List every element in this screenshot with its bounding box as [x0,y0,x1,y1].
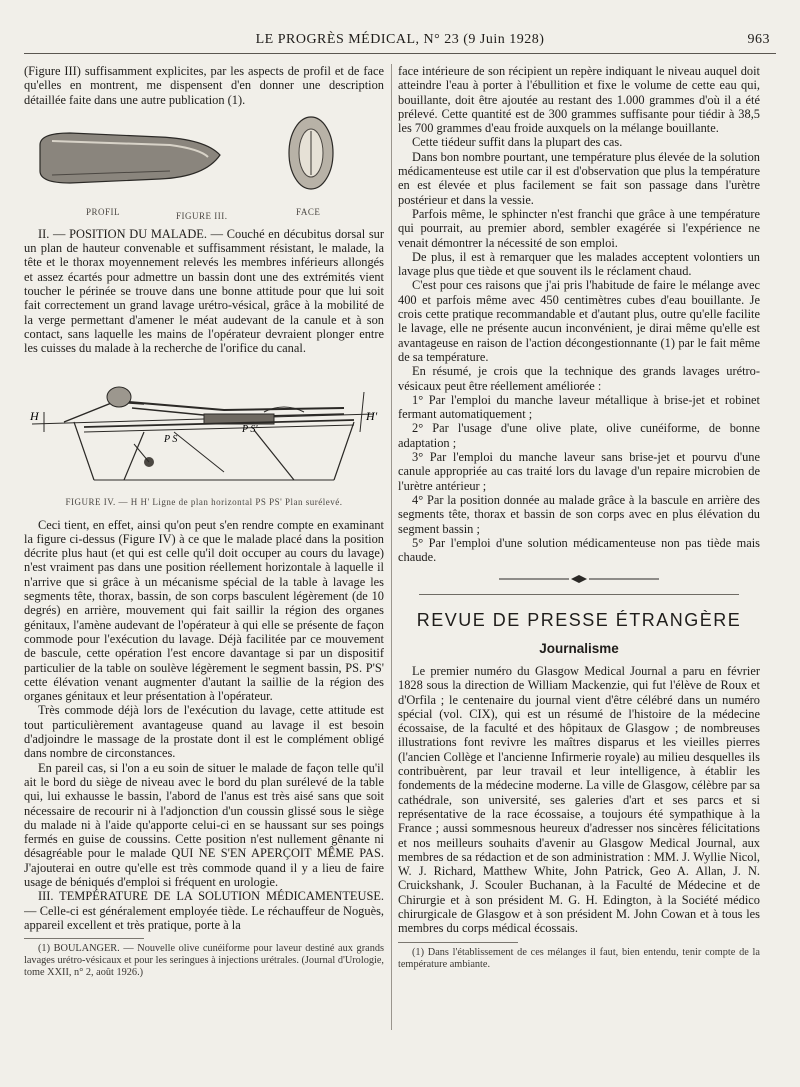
section-title: REVUE DE PRESSE ÉTRANGÈRE [416,610,742,631]
page-number: 963 [747,32,770,47]
patient-table-illustration [24,362,384,490]
left-column [24,64,384,1073]
summary-paragraph: En résumé, je crois que la technique des grands lavages urétro-vésicaux peut être réellement améliorée : [398,364,760,393]
label-h-prime: H' [366,408,378,423]
label-ps: P S [164,433,178,445]
footnote-right: (1) Dans l'établissement de ces mélanges il faut, bien entendu, tenir compte de la température ambiante. [398,946,760,970]
subsection-title: Journalisme [539,640,619,656]
summary-item-4: 4° Par la position donnée au malade grâce à la bascule en arrière des segments tête, thorax et bassin de son corps avec en plus élévation du segment bassin ; [398,492,760,536]
column-divider [391,64,392,1030]
running-header [24,30,776,54]
right-column [398,64,760,1073]
face-label: FACE [296,206,321,217]
olive-face-illustration [276,113,346,203]
attitude-paragraph: Très commode déjà lors de l'exécution du lavage, cette attitude est tout particulièrement avantageuse quand au lavage il est besoin d'adjoindre le massage de la prostate dont il est le complément obligé dans nombre de circonstances. [24,703,384,761]
position-paragraph: II. — POSITION DU MALADE. — Couché en décubitus dorsal sur un plan de hauteur convenable et suffisamment résistant, le malade, la tête et le thorax moyennement relevés les membres inférieurs allongés et assez écartés pour admettre un bassin dont une des extrémités vient toucher le périnée se trouve dans une bonne attitude pour que lui soit fait correctement un grand lavage urétro-vésical, grâce à la mobilité de la verge permettant d'amener le méat audevant de la canule et à son contact, sans laquelle les mains de l'opérateur devraient plonger entre les cuisses du malade à la recherche de l'orifice du canal. [24,226,384,356]
section-ornament [398,574,760,584]
summary-item-5: 5° Par l'emploi d'une solution médicamenteuse non pas tiède mais chaude. [398,535,760,565]
figure-iii-caption: FIGURE III. [176,210,228,221]
intro-paragraph: (Figure III) suffisamment explicites, par les aspects de profil et de face qu'elles en montrent, me dispensent d'en donner une description détaillée faite dans une autre publication (1). [24,64,384,107]
ornament-rule-icon [499,574,659,584]
section-rule [419,594,739,595]
summary-item-1: 1° Par l'emploi du manche laveur métallique à brise-jet et robinet fermant automatiquement ; [398,392,760,422]
journal-title: LE PROGRÈS MÉDICAL, N° 23 (9 Juin 1928) [255,32,545,47]
heater-paragraph: face intérieure de son récipient un repère indiquant le niveau auquel doit atteindre l'eau à porter à l'ébullition et fixe le volume de cette eau qui, bouillante, doit être ajoutée au restant des 1.000 grammes d'où il a été prélevé. Cette quantité est de 300 grammes suffisante pour tiédir à 38,5 les 700 grammes d'eau froide auxquels on la mélange bouillante. [398,64,760,136]
footnote-left: (1) BOULANGER. — Nouvelle olive cunéiforme pour laveur destiné aux grands lavages urétro-vésicaux et pour les seringues à injections urétrales. (Journal d'Urologie, tome XXII, n° 2, août 1926.) [24,943,384,979]
mixture-paragraph: C'est pour ces raisons que j'ai pris l'habitude de faire le mélange avec 400 et parfois même avec 450 centimètres cubes d'eau bouillante. Je crois cette pratique recommandable et d'autant plus, outre qu'elle facilite le lavage, elle ne présente aucun inconvénient, je dirai même qu'elle est avantageuse en raison de l'action décongestionnante (1) par le fait même de sa température. [398,278,760,364]
footnote-rule [24,938,144,939]
higher-temp-paragraph: Dans bon nombre pourtant, une température plus élevée de la solution médicamenteuse est utile car il est d'observation que plus la température en est élevée et plus facilement se fait son passage dans l'urètre postérieur et dans la vessie. [398,149,760,207]
sphincter-paragraph: Parfois même, le sphincter n'est franchi que grâce à une température qui pourrait, au premier abord, sembler exagérée si l'expérience ne venait démontrer la nécessité de son emploi. [398,206,760,250]
olive-profile-illustration [30,115,230,205]
explanation-paragraph: Ceci tient, en effet, ainsi qu'on peut s'en rendre compte en examinant la figure ci-dessus (Figure IV) à ce que le malade placé dans la position décrite plus haut (et qui est celle qu'il doit occuper au cours du lavage) n'est vraiment pas dans une position réellement horizontale à laquelle il n'arrive que si grâce à un mécanisme spécial de la table à lavage les segments tête, thorax, bassin, de son corps basculent légèrement (de 10 degrés) en arrière, mouvement qui fait saillir la région des organes génitaux, l'amène audevant de l'opérateur à qui elle se présente de façon commode pour l'exécution du lavage. Déjà facilitée par ce mouvement de bascule, cette opération l'est encore davantage si par un dispositif particulier de la table on soulève légèrement le segment bassin, PS. P'S' cette élévation venant augmenter d'autant la saillie de la région des organes génitaux et leur présentation à l'opérateur. [24,517,384,704]
tiedeur-paragraph: Cette tiédeur suffit dans la plupart des cas. [412,135,623,150]
profil-label: PROFIL [86,206,121,217]
summary-item-3: 3° Par l'emploi du manche laveur sans brise-jet et pourvu d'une canule appropriée au cas traité lors du lavage d'un repaire microbien de l'urètre antérieur ; [398,450,760,493]
temperature-paragraph: III. TEMPÉRATURE DE LA SOLUTION MÉDICAMENTEUSE. — Celle-ci est généralement employée tiède. Le réchauffeur de Noguès, appareil excellent et très pratique, porte à la [24,889,384,932]
footnote-rule-right [398,942,518,943]
figure-iii [24,113,384,221]
glasgow-paragraph: Le premier numéro du Glasgow Medical Journal a paru en février 1828 sous la direction de William Mackenzie, qui fut l'élève de Roux et d'Orfila ; le centenaire du journal vient d'être célébré dans un numéro spécial (vol. CIX), qui est un résumé de l'histoire de la médecine écossaise, de la faculté et des hôpitaux de Glasgow ; de nombreuses illustrations font revivre les maîtres disparus et les vieilles pierres (l'ancien Collège et l'ancienne Infirmerie royale) au milieu desquelles ils contribuèrent, par leur travail et leur intelligence, à établir les fondements de la médecine moderne. La ville de Glasgow, célèbre par sa cathédrale, son université, ses galeries d'art et ses parcs et si représentative de la race écossaise, a toujours été sympathique à la France ; aussi sommesnous heureux d'adresser nos sincères félicitations et nos meilleurs souhaits d'avenir au Glasgow Medical Journal, aux membres de sa rédaction et de son administration : MM. J. Wyllie Nicol, W. J. Richard, Matthew White, John Patrick, Geo A. Allan, J. N. Cruickshank, J. Scouler Buchanan, à la Faculté de Médecine et de Chirurgie et à son président M. G. H. Edington, à la Société médico chirurgicale de Glasgow et à son président M. John Cowan et à tous les membres du corps médical écossais. [398,663,760,936]
massage-paragraph: En pareil cas, si l'on a eu soin de situer le malade de façon telle qu'il ait le bord du siège de niveau avec le bord du plan surélevé de la table qui, lui exhausse le bassin, l'abord de l'anus est très aisé sans que soit nécessaire de recourir ni à l'adjonction d'un coussin glissé sous le siège du malade ni à l'aide qu'apporte celui-ci en se haussant sur ses poings fermés en guise de coussins. Cette position n'est nullement gênante ni désagréable pour le malade QUI NE S'EN APERÇOIT MÊME PAS. J'ajouterai en outre qu'elle est très commode quand il y a lieu de faire usage de béniqués d'emploi si fréquent en urologie. [24,760,384,889]
label-h: H [30,408,39,423]
summary-item-2: 2° Par l'usage d'une olive plate, olive cunéiforme, de bonne adaptation ; [398,421,760,450]
figure-iv [24,362,384,512]
figure-iv-caption: FIGURE IV. — H H' Ligne de plan horizontal PS PS' Plan surélevé. [65,496,343,507]
label-ps-prime: P S' [242,423,258,435]
patients-paragraph: De plus, il est à remarquer que les malades acceptent volontiers un lavage plus que tiède et que souvent ils le réclament chaud. [398,249,760,279]
